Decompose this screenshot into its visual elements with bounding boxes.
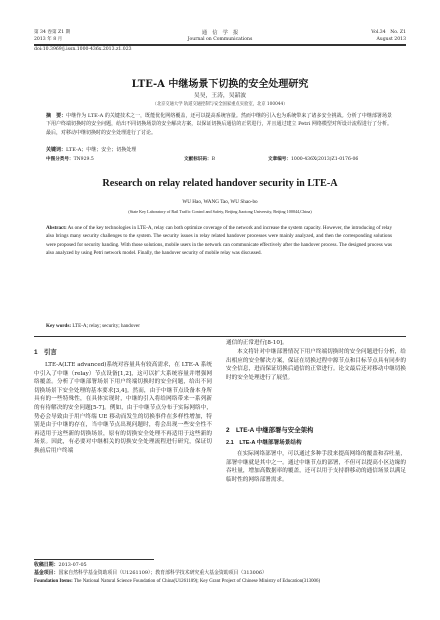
authors-en: WU Hao, WANG Tao, WU Shao-bo (182, 199, 258, 205)
title-cn: LTE-A 中继场景下切换的安全处理研究 (131, 79, 309, 90)
section-2-1-number: 2.1 (226, 440, 234, 446)
right-paragraph-3: 在实际网络部署中，可以通过多种手段来提高网络的覆盖和吞吐量，部署中继就是其中之一。通过中继节点的部署，不但可以提高小区边缘的吞吐量，增加高数据率的覆盖，还可以用于支持群移动的通信场景以满足临时性的网络部署需求。 (226, 451, 406, 483)
received-label: 收稿日期： (34, 563, 59, 568)
keywords-en-label: Key words: (46, 323, 72, 329)
right-paragraph-2: 本文将针对中继部署情况下用户终端切换时的安全问题进行分析，给出相应的安全解决方案，保证在切换过程中源节点和目标节点具有同步的安全信息，进而保证切换后通信的正常进行。论文最后还对移动中继切换时的安全处理进行了展望。 (226, 349, 406, 381)
section-1-number: 1 (34, 349, 38, 356)
section-1-title: 引言 (43, 349, 57, 356)
volume-cn: 第 34 卷第 Z1 期 (34, 30, 71, 35)
footnote-rule (34, 559, 154, 560)
foundation-cn-text: 国家自然科学基金资助项目（U1261109）；教育部科学技术研究重大基金资助项目（313006） (58, 570, 267, 576)
article-number (268, 156, 358, 162)
foundation-label: 基金项目： (34, 571, 59, 576)
abstract-en (46, 224, 392, 257)
doc-label: 文献标识码： (184, 156, 212, 161)
foundation-en-label: Foundation Items: (34, 579, 73, 584)
intro-paragraph: LTE-A(LTE advanced)系统对容量具有较高需求，在 LTE-A 系统中引入了中继（relay）节点设备[1,2]，这可以扩大系统容量并增强网络覆盖。分析了中继部署场景下用户终端切换时的安全问题，给出不同切换场景下安全处理的基本要求[3,4]。然而，由于中继节点设备本身所具有的一些特殊性，在具体实现时，中继的引入将给网络带来一系列新的有待解决的安全问题[5-7]。例如，由于中继节点分布于实际网络中，势必会导致由于用户终端 UE 移动而发生的切换事件在多样性增加，特别是由于中继的存在，当中继节点出现问题时，将会出现一些安全性不再适用于这些新的切换场景，原有的切换安全处理不再适用于这些新的场景。因此，有必要对中继相关的切换安全处理流程进行研究，保证切换前后用户终端 (34, 362, 212, 454)
keywords-cn (46, 146, 392, 154)
abstract-cn (46, 112, 392, 137)
clc-number (46, 156, 94, 162)
section-2-1-heading (226, 438, 302, 446)
section-2-1-title: LTE-A 中继部署场景结构 (239, 440, 302, 446)
doc-code (184, 156, 215, 162)
affiliation-en: (State Key Laboratory of Rail Traffic Control and Safety, Beijing Jiaotong University, Beijing 100044,China) (128, 209, 312, 214)
keywords-en (46, 323, 140, 329)
received-date (34, 562, 406, 570)
foundation-cn (34, 570, 406, 578)
received-value: 2013-07-05 (58, 562, 87, 568)
authors-cn: 吴昊，王涛，吴韶波 (193, 93, 247, 99)
clc-value: TN929.5 (73, 157, 94, 162)
volume-en: Vol.34 No. Z1 (371, 30, 406, 35)
section-1-heading (34, 347, 57, 356)
abstract-cn-text: 中继作为 LTE-A 的关键技术之一，既能优化网络覆盖，还可以提高系统容量。然而中继的引入也为系统带来了诸多安全挑战。分析了中继部署场景下用户终端切换时的安全问题，给出不同切换场景的安全解决方案，以保证切换后通信的正常进行，并且通过建立 Petri 网络模型对所设计流程进行了分析。最后，对移动中继切换时的安全处理进行了讨论。 (46, 113, 392, 136)
date-en: August 2013 (376, 37, 406, 42)
doc-value: B (211, 157, 215, 162)
right-paragraph-1: 通信的正常进行[8-10]。 (226, 340, 288, 346)
section-2-heading (226, 425, 313, 434)
clc-label: 中图分类号： (46, 156, 74, 161)
abstract-en-label: Abstract: (46, 225, 67, 231)
abstract-rule (34, 336, 406, 337)
journal-en: Journal on Communications (187, 37, 253, 42)
date-cn: 2013 年 8 月 (34, 37, 63, 42)
journal-cn: 通 信 学 报 (201, 30, 239, 36)
keywords-en-text: LTE-A; relay; security; handover (72, 323, 140, 329)
title-en: Research on relay related handover security in LTE-A (102, 178, 338, 189)
foundation-en (34, 578, 406, 586)
keywords-cn-label: 关键词： (46, 147, 67, 153)
foundation-en-text: The National Natural Science Foundation of China(U1261109); Key Grant Project of Chinese Ministry of Education(313006) (73, 579, 321, 584)
section-2-title: LTE-A 中继部署与安全架构 (235, 427, 314, 434)
abstract-en-text: As one of the key technologies in LTE-A, relay can both optimize coverage of the network and increase the system capacity. However, the introducing of relay also brings many security challenges to the system. The security issues in relay related handover processes were mainly analyzed, and then the corresponding solutions were proposed for security handing. With those solutions, mobile users in the network can communicate effectively after the handover process. The designed process was also analyzed by using Petri network model. Finally, the handover security of mobile relay was discussed. (46, 225, 392, 256)
article-value: 1000-436X(2013)Z1-0176-06 (290, 157, 359, 162)
article-label: 文章编号： (268, 156, 291, 161)
abstract-cn-label: 摘 要： (46, 113, 67, 119)
affiliation-cn: （北京交通大学 轨道交通控制与安全国家重点实验室，北京 100044） (152, 102, 288, 107)
doi: doi:10.3969/j.issn.1000-436x.2013.z1.023 (34, 47, 132, 52)
keywords-cn-text: LTE-A；中继；安全；切换处理 (66, 147, 137, 153)
section-2-number: 2 (226, 427, 230, 434)
